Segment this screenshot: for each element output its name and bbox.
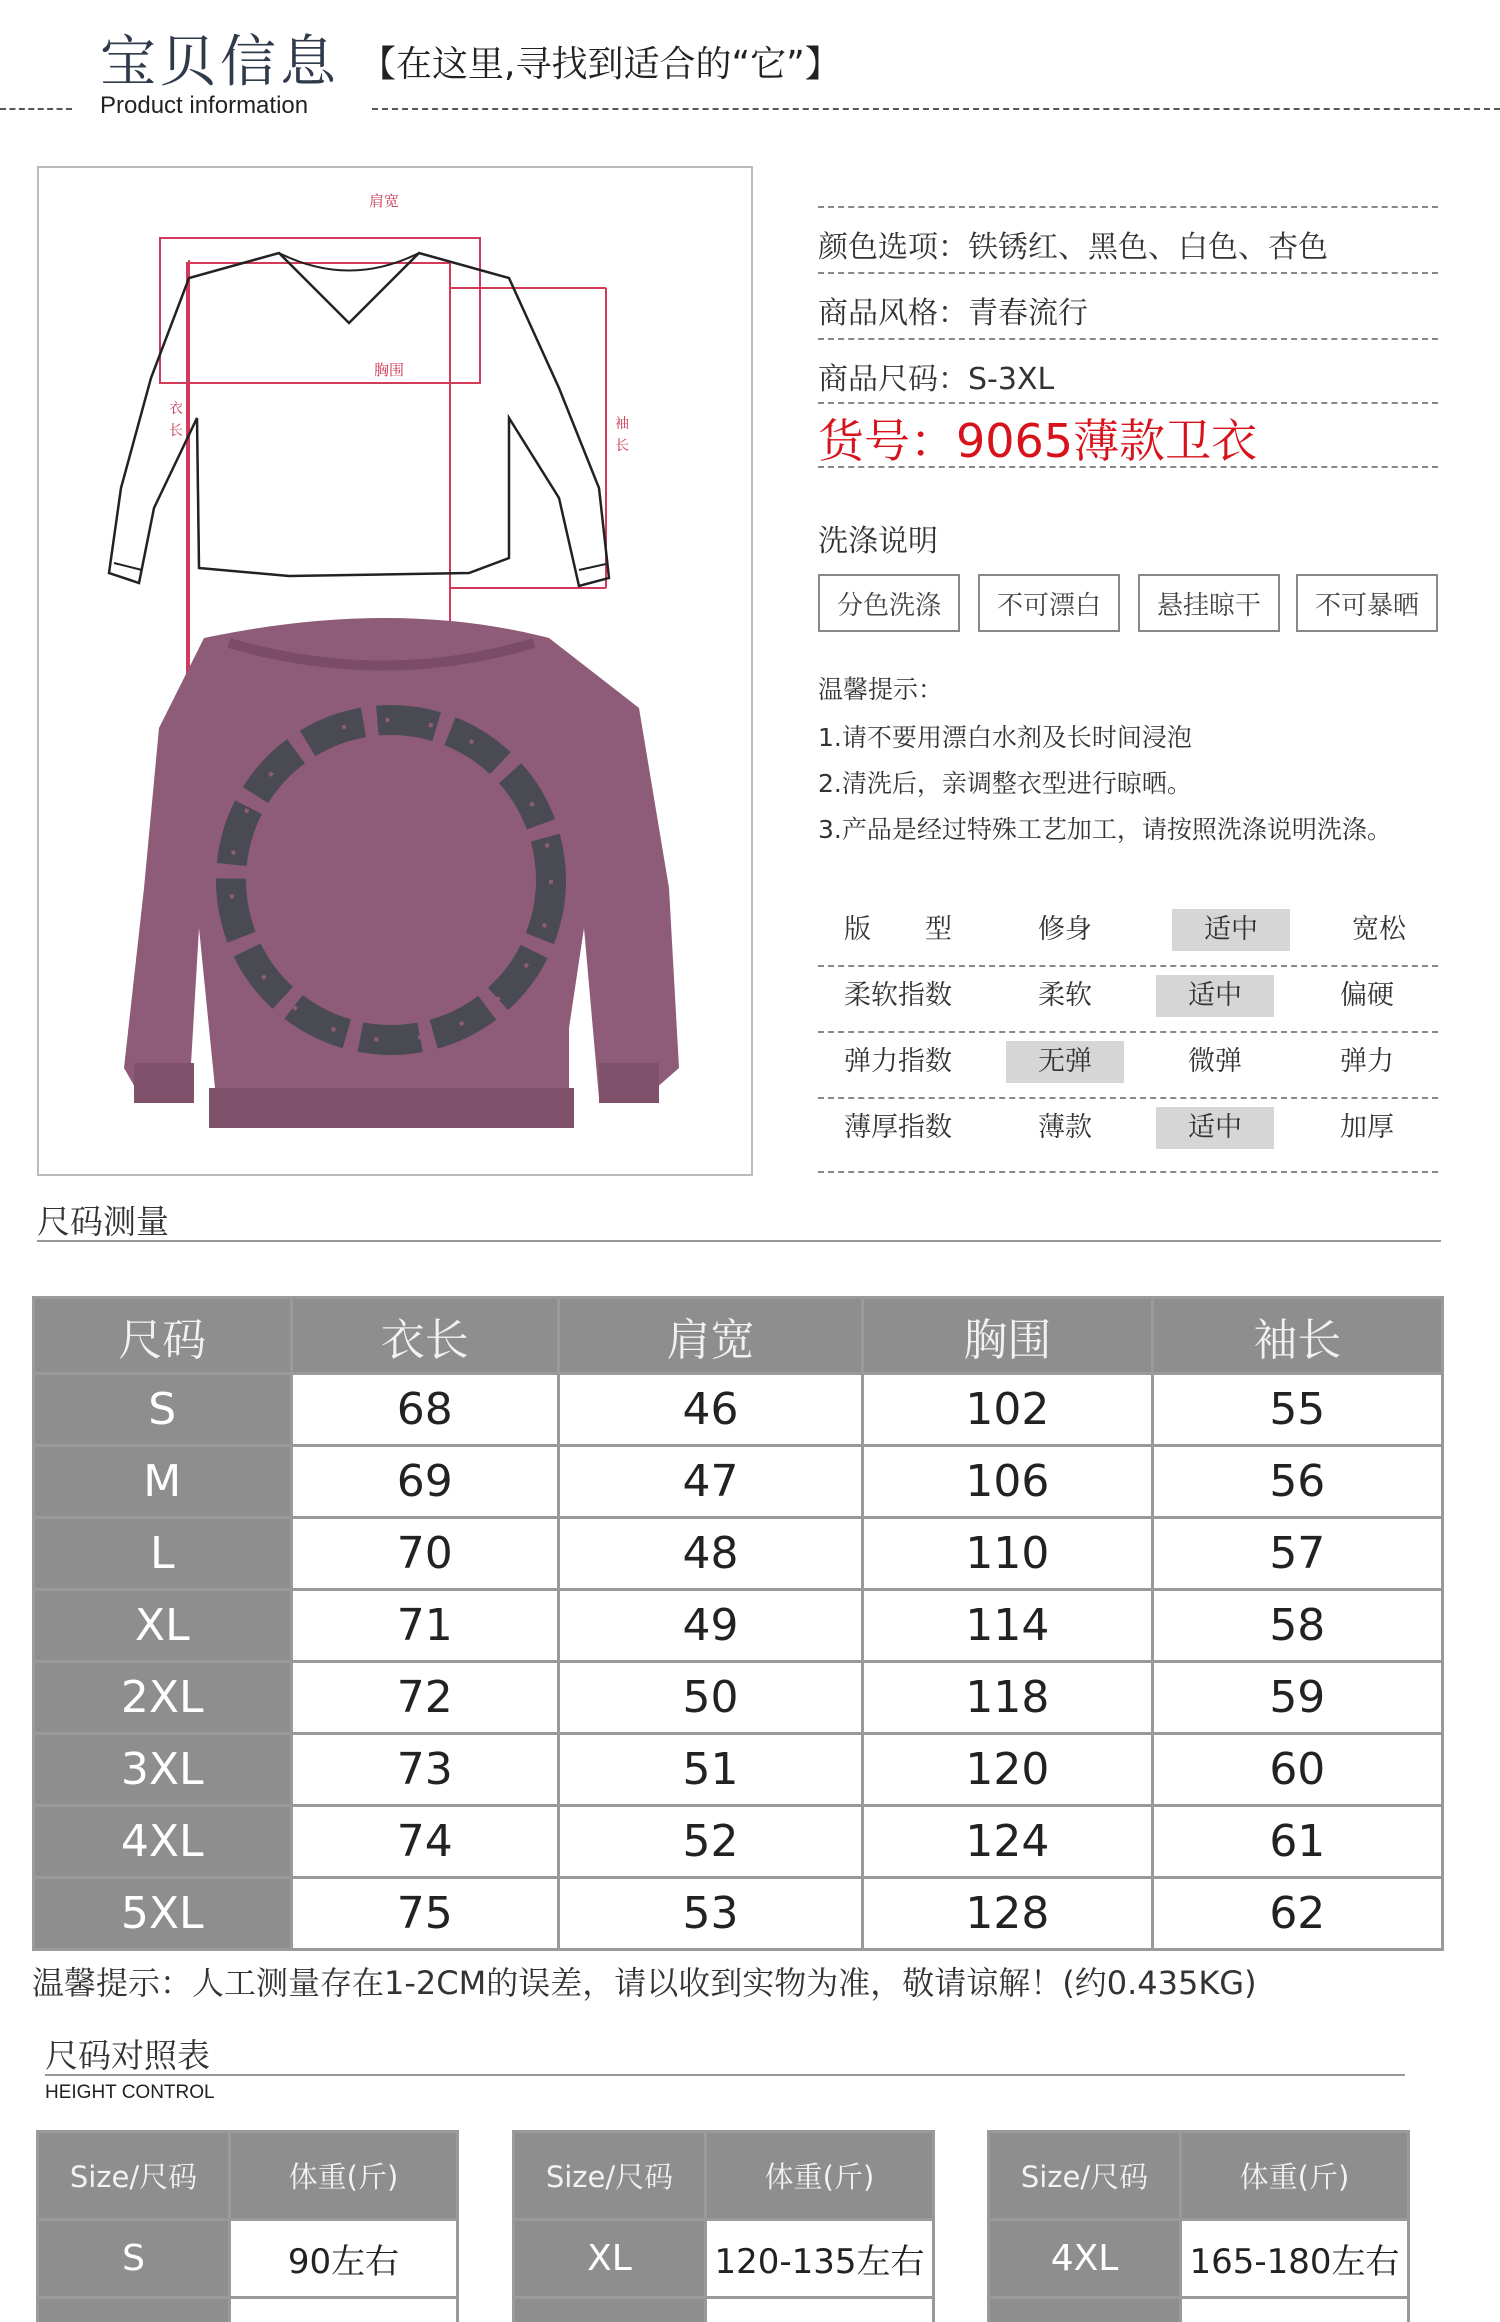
ref-size	[989, 2298, 1181, 2322]
measure-cell: 72	[291, 1662, 558, 1734]
product-image-panel	[37, 166, 753, 1176]
reference-table-1	[36, 2130, 459, 2322]
attribute-label: 柔软指数	[844, 980, 952, 1011]
attribute-option: 微弹	[1188, 1046, 1242, 1077]
page-title-english: Product information	[100, 92, 309, 119]
wash-option-no-sun: 不可暴晒	[1296, 574, 1438, 632]
size-table-header	[34, 1298, 1443, 1374]
info-divider	[818, 402, 1438, 404]
size-table-row	[34, 1446, 1443, 1518]
size-cell: 4XL	[34, 1806, 292, 1878]
measure-cell: 106	[863, 1446, 1152, 1518]
measure-cell: 60	[1152, 1734, 1442, 1806]
attribute-table	[818, 905, 1438, 1169]
reference-table-2	[512, 2130, 935, 2322]
col-chest: 胸围	[863, 1298, 1152, 1374]
measure-cell: 50	[558, 1662, 862, 1734]
measure-cell: 59	[1152, 1662, 1442, 1734]
size-cell: XL	[34, 1590, 292, 1662]
attribute-option-selected: 无弹	[1006, 1041, 1124, 1083]
attribute-option-selected: 适中	[1172, 909, 1290, 951]
ref-weight: 90左右	[230, 2220, 458, 2298]
measure-cell: 102	[863, 1374, 1152, 1446]
measure-cell: 71	[291, 1590, 558, 1662]
measure-cell: 55	[1152, 1374, 1442, 1446]
attribute-option: 修身	[1038, 914, 1092, 945]
measure-cell: 51	[558, 1734, 862, 1806]
size-table-row	[34, 1590, 1443, 1662]
attribute-row-elasticity	[818, 1037, 1438, 1103]
attribute-row-thickness	[818, 1103, 1438, 1169]
ref-weight	[230, 2298, 458, 2322]
measure-cell: 56	[1152, 1446, 1442, 1518]
diagram-label-length: 衣长	[169, 401, 183, 439]
measure-cell: 114	[863, 1590, 1152, 1662]
ref-weight	[1181, 2298, 1409, 2322]
measure-cell: 49	[558, 1590, 862, 1662]
size-table-row	[34, 1806, 1443, 1878]
washing-title: 洗涤说明	[818, 524, 938, 559]
diagram-label-shoulder: 肩宽	[369, 192, 400, 210]
ref-weight	[706, 2298, 934, 2322]
reference-divider	[45, 2074, 1405, 2076]
product-size-range: 商品尺码：S-3XL	[818, 362, 1055, 397]
header-divider-left	[0, 108, 72, 110]
product-style: 商品风格：青春流行	[818, 296, 1088, 331]
ref-size: S	[38, 2220, 230, 2298]
attribute-label: 弹力指数	[844, 1046, 952, 1077]
attribute-option: 偏硬	[1340, 980, 1394, 1011]
measurement-note: 温馨提示：人工测量存在1-2CM的误差，请以收到实物为准，敬请谅解！(约0.435KG)	[32, 1964, 1257, 2002]
ref-col-size: Size/尺码	[514, 2132, 706, 2220]
attribute-row-softness	[818, 971, 1438, 1037]
measure-cell: 120	[863, 1734, 1152, 1806]
size-section-divider	[37, 1240, 1441, 1242]
attribute-label: 薄厚指数	[844, 1112, 952, 1143]
ref-col-weight: 体重(斤)	[1181, 2132, 1409, 2220]
wash-option-no-bleach: 不可漂白	[978, 574, 1120, 632]
diagram-label-chest: 胸围	[374, 361, 405, 379]
info-divider	[818, 206, 1438, 208]
info-divider	[818, 338, 1438, 340]
page-subtitle: 【在这里,寻找到适合的“它”】	[360, 44, 841, 85]
wash-option-hang-dry: 悬挂晾干	[1138, 574, 1280, 632]
attribute-divider	[818, 1171, 1438, 1173]
measure-cell: 58	[1152, 1590, 1442, 1662]
measure-cell: 47	[558, 1446, 862, 1518]
size-table-row	[34, 1374, 1443, 1446]
reference-title: 尺码对照表	[45, 2036, 210, 2075]
measure-cell: 69	[291, 1446, 558, 1518]
measure-cell: 53	[558, 1878, 862, 1950]
ref-col-size: Size/尺码	[989, 2132, 1181, 2220]
size-cell: 5XL	[34, 1878, 292, 1950]
size-table	[32, 1296, 1444, 1951]
tips-title: 温馨提示：	[818, 675, 944, 704]
tip-line-3: 3.产品是经过特殊工艺加工，请按照洗涤说明洗涤。	[818, 815, 1392, 844]
measure-cell: 118	[863, 1662, 1152, 1734]
info-divider	[818, 272, 1438, 274]
measure-cell: 57	[1152, 1518, 1442, 1590]
size-cell: 2XL	[34, 1662, 292, 1734]
measure-cell: 73	[291, 1734, 558, 1806]
ref-col-weight: 体重(斤)	[230, 2132, 458, 2220]
attribute-label: 版 型	[844, 914, 952, 945]
sweatshirt-photo	[124, 618, 679, 1128]
measure-cell: 48	[558, 1518, 862, 1590]
ref-weight: 120-135左右	[706, 2220, 934, 2298]
reference-english: HEIGHT CONTROL	[45, 2082, 215, 2103]
measure-cell: 62	[1152, 1878, 1442, 1950]
measure-cell: 52	[558, 1806, 862, 1878]
measure-cell: 70	[291, 1518, 558, 1590]
measure-cell: 124	[863, 1806, 1152, 1878]
attribute-option: 宽松	[1352, 914, 1406, 945]
size-diagram	[109, 238, 609, 678]
size-table-row	[34, 1518, 1443, 1590]
info-divider	[818, 466, 1438, 468]
col-shoulder: 肩宽	[558, 1298, 862, 1374]
ref-size	[514, 2298, 706, 2322]
attribute-option-selected: 适中	[1156, 1107, 1274, 1149]
ref-size: 4XL	[989, 2220, 1181, 2298]
attribute-row-fit	[818, 905, 1438, 971]
product-illustration	[39, 168, 753, 1176]
ref-weight: 165-180左右	[1181, 2220, 1409, 2298]
measure-cell: 68	[291, 1374, 558, 1446]
size-section-title: 尺码测量	[37, 1202, 169, 1241]
size-table-row	[34, 1662, 1443, 1734]
item-number: 货号：9065薄款卫衣	[818, 414, 1258, 468]
attribute-option: 加厚	[1340, 1112, 1394, 1143]
attribute-divider	[818, 1097, 1438, 1099]
size-table-row	[34, 1734, 1443, 1806]
wash-option-separate: 分色洗涤	[818, 574, 960, 632]
attribute-option: 薄款	[1038, 1112, 1092, 1143]
attribute-option-selected: 适中	[1156, 975, 1274, 1017]
attribute-option: 柔软	[1038, 980, 1092, 1011]
ref-size: XL	[514, 2220, 706, 2298]
header-divider-right	[372, 108, 1500, 110]
ref-size	[38, 2298, 230, 2322]
measure-cell: 61	[1152, 1806, 1442, 1878]
color-options: 颜色选项：铁锈红、黑色、白色、杏色	[818, 230, 1328, 265]
size-cell: 3XL	[34, 1734, 292, 1806]
attribute-divider	[818, 965, 1438, 967]
col-sleeve: 袖长	[1152, 1298, 1442, 1374]
size-cell: S	[34, 1374, 292, 1446]
measure-cell: 128	[863, 1878, 1152, 1950]
reference-table-3	[987, 2130, 1410, 2322]
size-cell: M	[34, 1446, 292, 1518]
tip-line-2: 2.清洗后，亲调整衣型进行晾晒。	[818, 769, 1192, 798]
attribute-option: 弹力	[1340, 1046, 1394, 1077]
measure-cell: 110	[863, 1518, 1152, 1590]
col-length: 衣长	[291, 1298, 558, 1374]
size-table-row	[34, 1878, 1443, 1950]
measure-cell: 46	[558, 1374, 862, 1446]
measure-cell: 74	[291, 1806, 558, 1878]
size-cell: L	[34, 1518, 292, 1590]
col-size: 尺码	[34, 1298, 292, 1374]
diagram-label-sleeve: 袖长	[615, 416, 629, 454]
ref-col-size: Size/尺码	[38, 2132, 230, 2220]
ref-col-weight: 体重(斤)	[706, 2132, 934, 2220]
page-title: 宝贝信息	[100, 30, 340, 95]
measure-cell: 75	[291, 1878, 558, 1950]
tip-line-1: 1.请不要用漂白水剂及长时间浸泡	[818, 723, 1192, 752]
attribute-divider	[818, 1031, 1438, 1033]
